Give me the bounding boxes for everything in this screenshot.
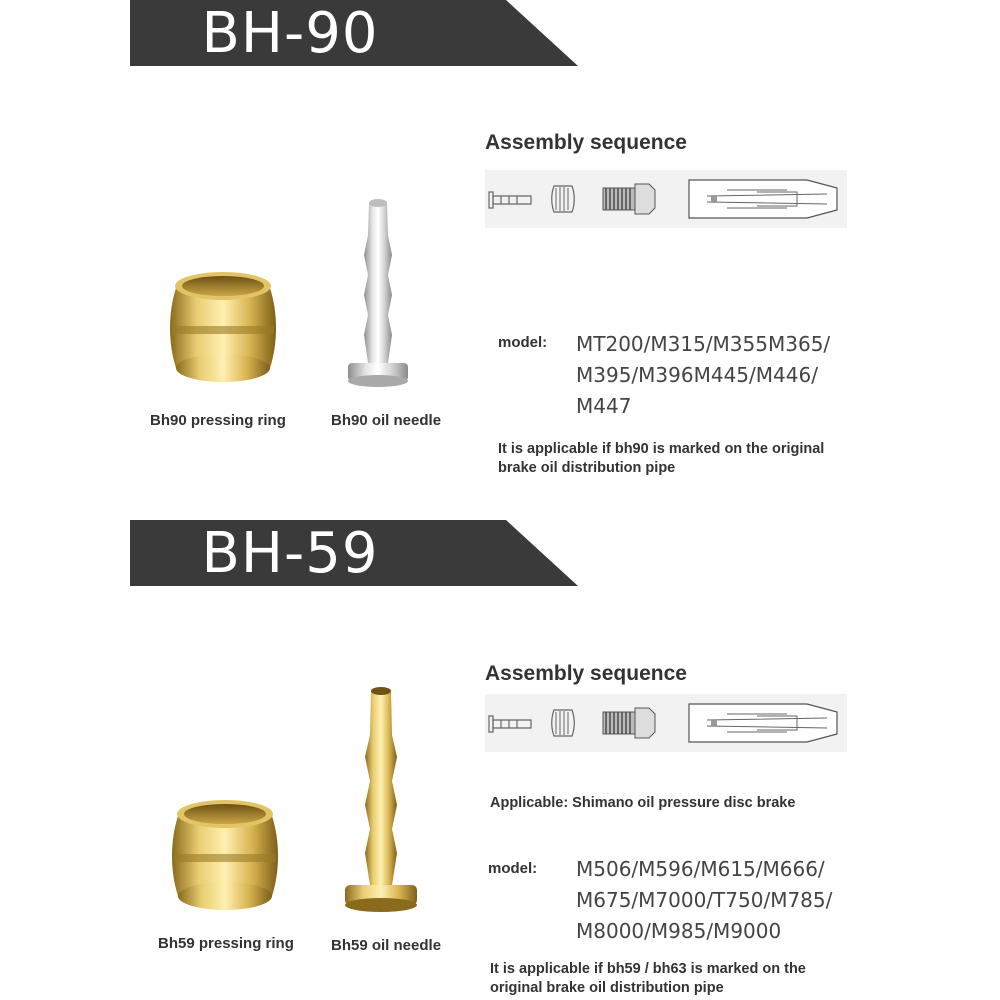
nut-diagram-icon [601, 180, 657, 218]
oil-needle-image [345, 685, 417, 915]
model-line: M447 [576, 394, 632, 418]
note-line: original brake oil distribution pipe [490, 980, 724, 996]
model-line: M8000/M985/M9000 [576, 919, 782, 943]
applicability-note [490, 960, 806, 998]
note-line: brake oil distribution pipe [498, 460, 676, 476]
needle-label: Bh90 oil needle [331, 412, 442, 429]
needle-diagram-icon [487, 712, 533, 736]
section-title: BH-59 [201, 521, 379, 586]
model-line: M506/M596/M615/M666/ [576, 857, 825, 881]
model-list [576, 854, 832, 947]
applicable-text: Applicable: Shimano oil pressure disc brake [490, 795, 796, 811]
assembly-title: Assembly sequence [485, 131, 687, 154]
ring-diagram-icon [551, 708, 575, 738]
ring-diagram-icon [551, 184, 575, 214]
model-line: M395/M396M445/M446/ [576, 363, 818, 387]
pressing-ring-image [170, 796, 280, 916]
caliper-diagram-icon [687, 700, 839, 746]
ring-label: Bh59 pressing ring [158, 935, 294, 952]
assembly-diagram [485, 694, 847, 752]
nut-diagram-icon [601, 704, 657, 742]
model-label: model: [488, 860, 538, 877]
note-line: It is applicable if bh90 is marked on the original [498, 441, 825, 457]
oil-needle-image [348, 195, 408, 390]
model-line: MT200/M315/M355M365/ [576, 332, 831, 356]
applicability-note [498, 440, 824, 478]
pressing-ring-image [168, 268, 278, 388]
ring-label: Bh90 pressing ring [150, 412, 286, 429]
assembly-diagram [485, 170, 847, 228]
section-title: BH-90 [201, 1, 379, 66]
model-list [576, 329, 830, 422]
caliper-diagram-icon [687, 176, 839, 222]
needle-label: Bh59 oil needle [331, 937, 442, 954]
model-label: model: [498, 334, 548, 351]
section-bh59 [0, 520, 1000, 1000]
note-line: It is applicable if bh59 / bh63 is marked on the [490, 961, 806, 977]
model-line: M675/M7000/T750/M785/ [576, 888, 833, 912]
assembly-title: Assembly sequence [485, 662, 687, 685]
needle-diagram-icon [487, 188, 533, 212]
